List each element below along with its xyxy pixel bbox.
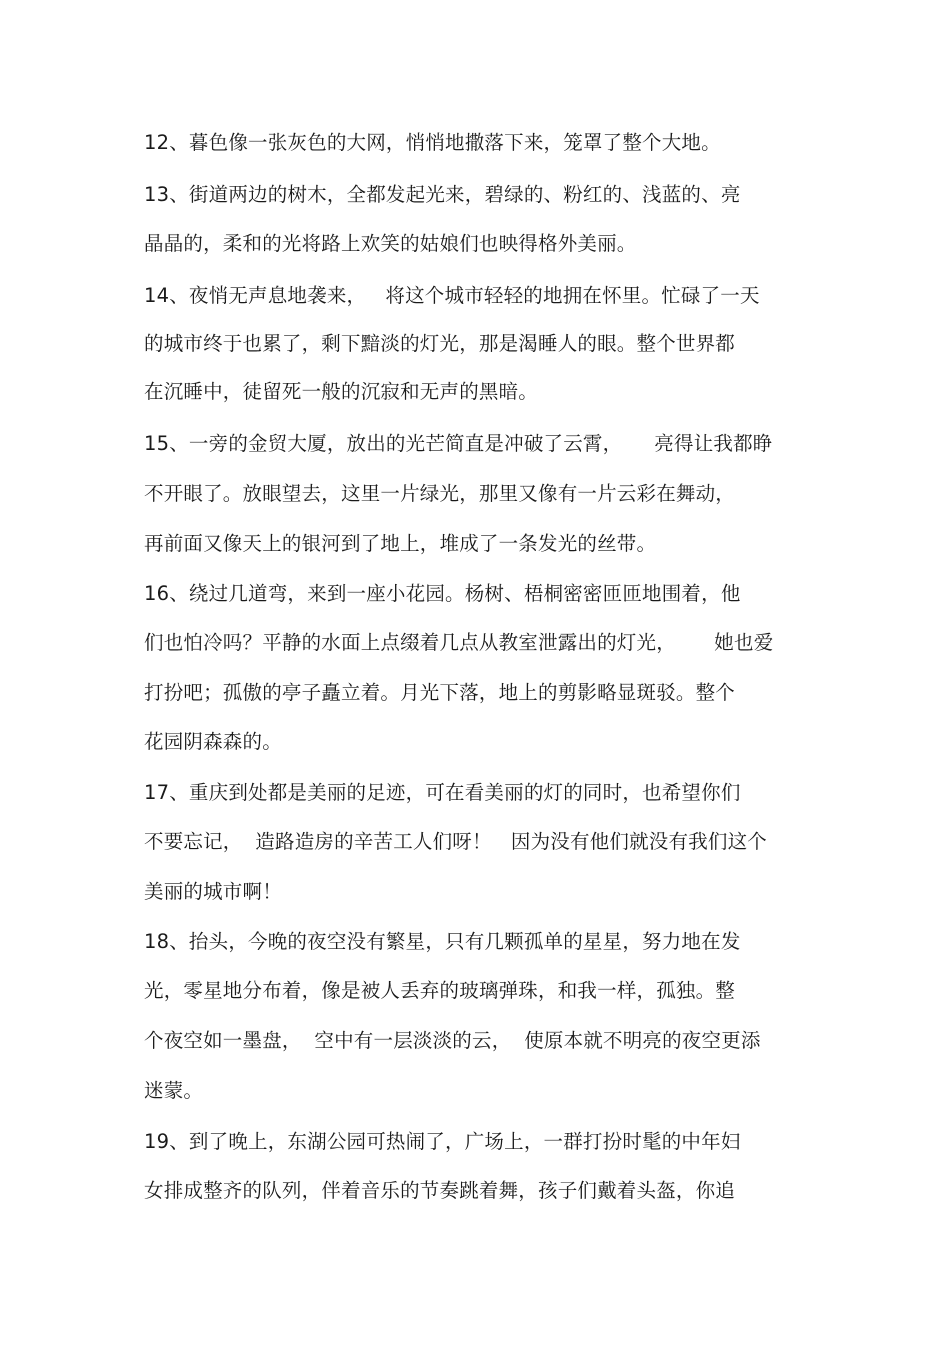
paragraph-16-line-1: 16、绕过几道弯，来到一座小花园。杨树、梧桐密密匝匝地围着，他 bbox=[144, 582, 741, 605]
paragraph-19-line-1: 19、到了晚上，东湖公园可热闹了，广场上，一群打扮时髦的中年妇 bbox=[144, 1130, 741, 1153]
paragraph-16-line-4: 花园阴森森的。 bbox=[144, 730, 282, 753]
paragraph-13-line-2: 晶晶的，柔和的光将路上欢笑的姑娘们也映得格外美丽。 bbox=[144, 232, 637, 255]
paragraph-19-line-2: 女排成整齐的队列，伴着音乐的节奏跳着舞，孩子们戴着头盔，你追 bbox=[144, 1179, 736, 1202]
paragraph-17-line-1: 17、重庆到处都是美丽的足迹，可在看美丽的灯的同时，也希望你们 bbox=[144, 781, 741, 804]
paragraph-18-line-1: 18、抬头，今晚的夜空没有繁星，只有几颗孤单的星星，努力地在发 bbox=[144, 930, 741, 953]
paragraph-18-line-4: 迷蒙。 bbox=[144, 1079, 204, 1102]
paragraph-16-line-2: 们也怕冷吗？平静的水面上点缀着几点从教室泄露出的灯光， 她也爱 bbox=[144, 631, 774, 654]
paragraph-16-line-3: 打扮吧；孤傲的亭子矗立着。月光下落，地上的剪影略显斑驳。整个 bbox=[144, 681, 736, 704]
paragraph-15-line-1: 15、一旁的金贸大厦，放出的光芒简直是冲破了云霄， 亮得让我都睁 bbox=[144, 432, 773, 455]
paragraph-12-line-1: 12、暮色像一张灰色的大网，悄悄地撒落下来，笼罩了整个大地。 bbox=[144, 131, 721, 154]
paragraph-15-line-2: 不开眼了。放眼望去，这里一片绿光，那里又像有一片云彩在舞动， bbox=[144, 482, 736, 505]
paragraph-14-line-3: 在沉睡中，徒留死一般的沉寂和无声的黑暗。 bbox=[144, 380, 539, 403]
paragraph-17-line-2: 不要忘记， 造路造房的辛苦工人们呀！ 因为没有他们就没有我们这个 bbox=[144, 830, 767, 853]
paragraph-18-line-3: 个夜空如一墨盘， 空中有一层淡淡的云， 使原本就不明亮的夜空更添 bbox=[144, 1029, 761, 1052]
paragraph-13-line-1: 13、街道两边的树木，全都发起光来，碧绿的、粉红的、浅蓝的、亮 bbox=[144, 183, 741, 206]
paragraph-14-line-2: 的城市终于也累了，剩下黯淡的灯光，那是渴睡人的眼。整个世界都 bbox=[144, 332, 736, 355]
paragraph-17-line-3: 美丽的城市啊！ bbox=[144, 880, 282, 903]
paragraph-14-line-1: 14、夜悄无声息地袭来， 将这个城市轻轻的地拥在怀里。忙碌了一天 bbox=[144, 284, 760, 307]
paragraph-15-line-3: 再前面又像天上的银河到了地上，堆成了一条发光的丝带。 bbox=[144, 532, 657, 555]
paragraph-18-line-2: 光，零星地分布着，像是被人丢弃的玻璃弹珠，和我一样，孤独。整 bbox=[144, 979, 736, 1002]
